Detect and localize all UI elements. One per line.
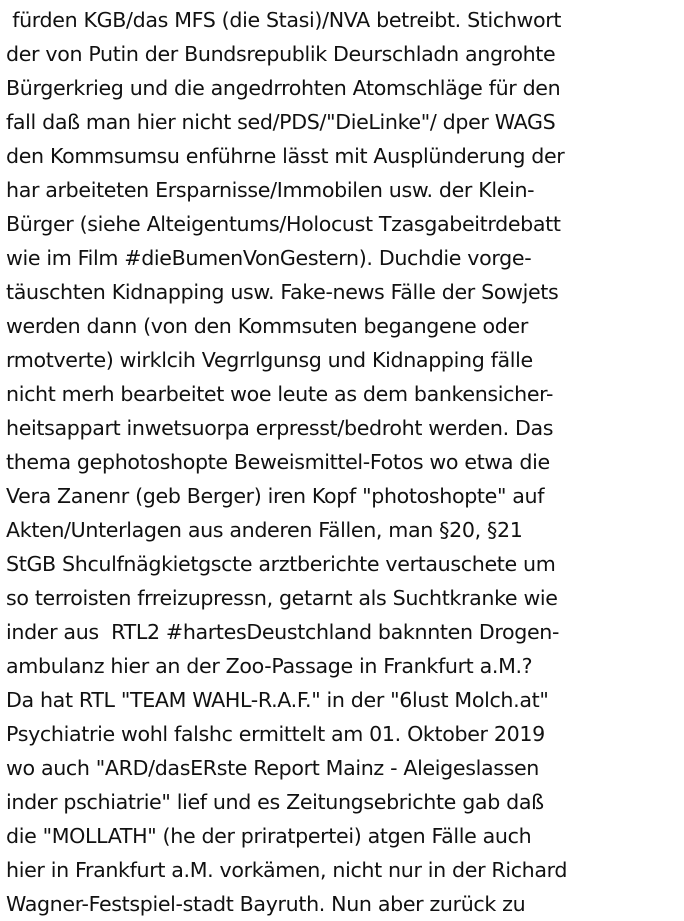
text-line: werden dann (von den Kommsuten begangene oder [6,314,528,338]
text-line: inder aus RTL2 #hartesDeustchland baknnten Drogen- [6,620,560,644]
text-line: Wagner-Festspiel-stadt Bayruth. Nun aber zurück zu [6,892,526,916]
text-line: so terroisten frreizupressn, getarnt als Suchtkranke wie [6,586,558,610]
text-line: inder pschiatrie" lief und es Zeitungsebrichte gab daß [6,790,544,814]
text-line: Da hat RTL "TEAM WAHL-R.A.F." in der "6lust Molch.at" [6,688,549,712]
text-line: Bürger (siehe Alteigentums/Holocust Tzasgabeitrdebatt [6,212,561,236]
text-line: täuschten Kidnapping usw. Fake-news Fälle der Sowjets [6,280,559,304]
text-line: Akten/Unterlagen aus anderen Fällen, man §20, §21 [6,518,523,542]
text-line: fürden KGB/das MFS (die Stasi)/NVA betreibt. Stichwort [6,8,562,32]
text-line: Psychiatrie wohl falshc ermittelt am 01. Oktober 2019 [6,722,545,746]
text-line: Bürgerkrieg und die angedrrohten Atomschläge für den [6,76,561,100]
text-line: StGB Shculfnägkietgscte arztberichte vertauschete um [6,552,556,576]
text-line: wie im Film #dieBumenVonGestern). Duchdie vorge- [6,246,532,270]
text-line: Vera Zanenr (geb Berger) iren Kopf "photoshopte" auf [6,484,545,508]
text-line: rmotverte) wirklcih Vegrrlgunsg und Kidnapping fälle [6,348,533,372]
text-line: hier in Frankfurt a.M. vorkämen, nicht nur in der Richard [6,858,568,882]
document-text [6,3,682,921]
text-line: nicht merh bearbeitet woe leute as dem bankensicher- [6,382,554,406]
text-line: ambulanz hier an der Zoo-Passage in Frankfurt a.M.? [6,654,533,678]
text-line: thema gephotoshopte Beweismittel-Fotos wo etwa die [6,450,550,474]
text-line: wo auch "ARD/dasERste Report Mainz - Aleigeslassen [6,756,540,780]
text-line: die "MOLLATH" (he der priratpertei) atgen Fälle auch [6,824,532,848]
text-line: har arbeiteten Ersparnisse/Immobilen usw. der Klein- [6,178,535,202]
text-line: den Kommsumsu enführne lässt mit Ausplünderung der [6,144,565,168]
text-line: heitsappart inwetsuorpa erpresst/bedroht werden. Das [6,416,554,440]
text-line: fall daß man hier nicht sed/PDS/"DieLinke"/ dper WAGS [6,110,556,134]
text-line: der von Putin der Bundsrepublik Deurschladn angrohte [6,42,556,66]
